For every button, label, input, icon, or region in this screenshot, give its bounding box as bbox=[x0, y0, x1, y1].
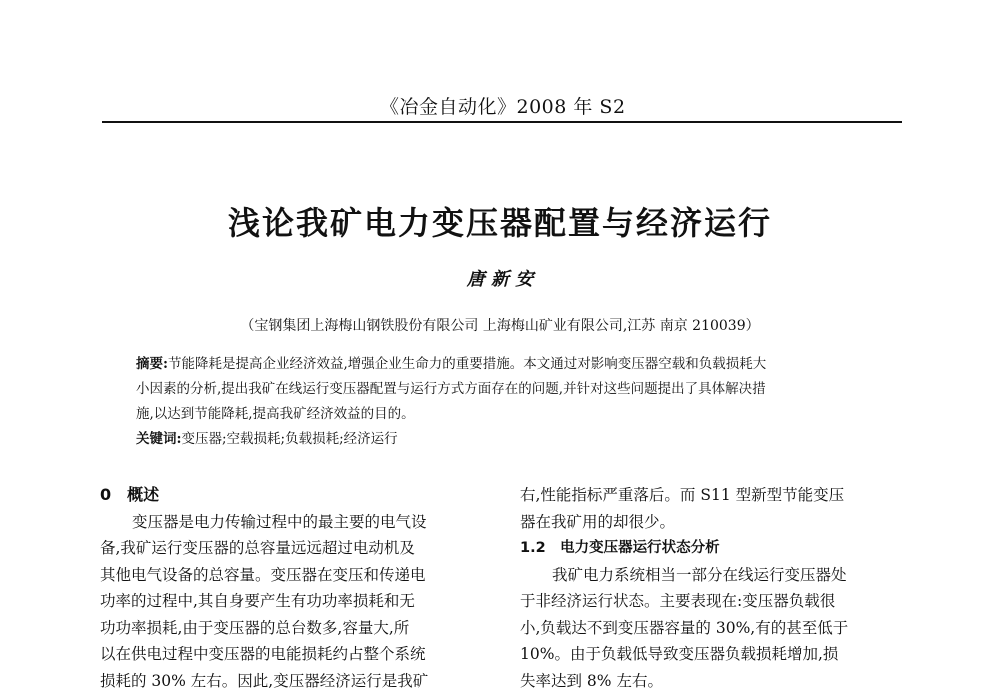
body-line: 以在供电过程中变压器的电能损耗约占整个系统 bbox=[100, 645, 426, 663]
body-line: 损耗的 30% 左右。因此,变压器经济运行是我矿 bbox=[100, 671, 429, 690]
keywords-text: 变压器;空载损耗;负载损耗;经济运行 bbox=[181, 431, 398, 447]
body-line: 器在我矿用的却很少。 bbox=[520, 512, 676, 531]
body-line: 备,我矿运行变压器的总容量远远超过电动机及 bbox=[100, 539, 415, 557]
body-line: 功率的过程中,其自身要产生有功功率损耗和无 bbox=[100, 592, 415, 610]
left-column bbox=[100, 482, 486, 694]
body-line: 失率达到 8% 左右。 bbox=[520, 671, 663, 690]
subsection-heading: 1.2 电力变压器运行状态分析 bbox=[520, 540, 720, 556]
abstract-line: 小因素的分析,提出我矿在线运行变压器配置与运行方式方面存在的问题,并针对这些问题提出了具体解决措 bbox=[136, 381, 766, 397]
article-author: 唐 新 安 bbox=[466, 269, 534, 290]
body-line: 变压器是电力传输过程中的最主要的电气设 bbox=[132, 512, 427, 531]
abstract-text: 节能降耗是提高企业经济效益,增强企业生命力的重要措施。本文通过对影响变压器空载和负载损耗大 bbox=[167, 356, 767, 372]
right-column bbox=[520, 482, 906, 694]
section-heading: 0 概述 bbox=[100, 485, 160, 504]
body-line: 右,性能指标严重落后。而 S11 型新型节能变压 bbox=[520, 486, 845, 504]
body-line: 10%。由于负载低导致变压器负载损耗增加,损 bbox=[520, 645, 839, 663]
header-rule bbox=[102, 121, 902, 123]
body-line: 于非经济运行状态。主要表现在:变压器负载很 bbox=[520, 592, 836, 610]
abstract-label: 摘要: bbox=[136, 356, 168, 372]
keywords-label: 关键词: bbox=[136, 431, 182, 447]
journal-header: 《冶金自动化》2008 年 S2 bbox=[380, 96, 626, 118]
body-line: 其他电气设备的总容量。变压器在变压和传递电 bbox=[100, 565, 426, 584]
abstract-line bbox=[136, 352, 876, 377]
body-line: 我矿电力系统相当一部分在线运行变压器处 bbox=[552, 565, 847, 584]
body-line: 功功率损耗,由于变压器的总台数多,容量大,所 bbox=[100, 618, 410, 637]
abstract-block bbox=[136, 352, 876, 452]
body-line: 小,负载达不到变压器容量的 30%,有的甚至低于 bbox=[520, 618, 849, 637]
abstract-line: 施,以达到节能降耗,提高我矿经济效益的目的。 bbox=[136, 406, 415, 422]
article-title: 浅论我矿电力变压器配置与经济运行 bbox=[227, 204, 772, 242]
article-affiliation: （宝钢集团上海梅山钢铁股份有限公司 上海梅山矿业有限公司,江苏 南京 210039） bbox=[240, 318, 760, 334]
keywords-line bbox=[136, 427, 876, 452]
